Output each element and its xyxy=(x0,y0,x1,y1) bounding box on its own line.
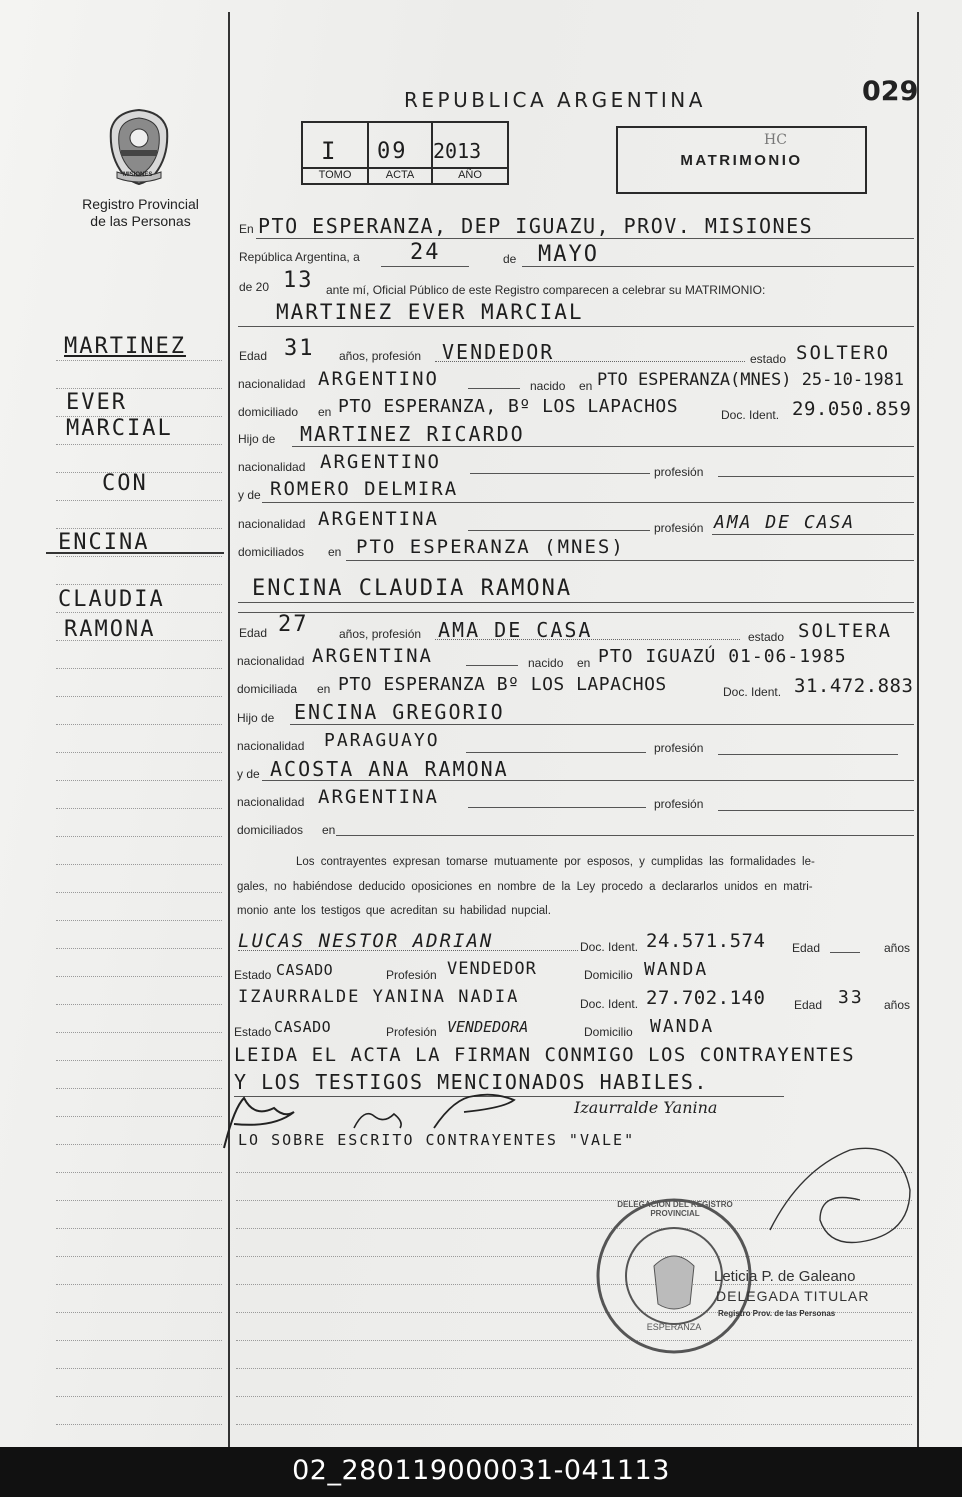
margin-ruled-line xyxy=(56,1284,222,1285)
witness2-edad: 33 xyxy=(838,987,864,1008)
groom-en-label: en xyxy=(579,379,593,393)
margin-ruled-line xyxy=(56,780,222,781)
witness1-edad-label: Edad xyxy=(792,941,821,955)
margin-groom-name2: MARCIAL xyxy=(66,416,173,441)
margin-connector: CON xyxy=(102,471,148,496)
groom-hijo-label: Hijo de xyxy=(238,432,276,446)
margin-ruled-line xyxy=(56,528,222,529)
margin-ruled-line xyxy=(56,892,222,893)
margin-bride-surname: ENCINA xyxy=(58,530,150,555)
record-type-note: HC xyxy=(764,132,787,148)
bride-edad: 27 xyxy=(278,612,309,637)
margin-ruled-line xyxy=(56,1368,222,1369)
margin-ruled-line xyxy=(56,556,222,557)
bride-padre-nac: PARAGUAYO xyxy=(324,730,440,751)
stamp-inner-text: ESPERANZA xyxy=(646,1322,702,1332)
groom-madre-nac: ARGENTINA xyxy=(318,508,439,530)
groom-full-name: MARTINEZ EVER MARCIAL xyxy=(276,300,584,324)
margin-ruled-line xyxy=(56,612,222,613)
republica-label: República Argentina, a xyxy=(239,250,360,264)
groom-doms-en: en xyxy=(328,545,342,559)
margin-ruled-line xyxy=(56,1088,222,1089)
groom-padres-dom: PTO ESPERANZA (MNES) xyxy=(356,536,625,558)
declaration-line1: Los contrayentes expresan tomarse mutuamente por esposos, y cumplidas las formalidades le- xyxy=(296,856,815,868)
month-value: MAYO xyxy=(538,242,599,267)
margin-ruled-line xyxy=(56,1256,222,1257)
groom-doc-label: Doc. Ident. xyxy=(721,408,780,422)
witness2-name: IZAURRALDE YANINA NADIA xyxy=(238,987,520,1007)
groom-padre-nac-label: nacionalidad xyxy=(238,460,306,474)
bride-doc: 31.472.883 xyxy=(794,675,914,697)
seal-text: MISIONES xyxy=(123,172,153,178)
groom-yde-label: y de xyxy=(238,488,261,502)
witness1-prof: VENDEDOR xyxy=(447,959,537,979)
margin-ruled-line xyxy=(56,1032,222,1033)
margin-ruled-line xyxy=(56,1116,222,1117)
witness2-estado-label: Estado xyxy=(234,1025,272,1039)
witness1-estado-label: Estado xyxy=(234,968,272,982)
margin-ruled-line xyxy=(56,444,222,445)
witness2-doc: 27.702.140 xyxy=(646,987,766,1009)
bride-dom-en: en xyxy=(317,682,331,696)
bride-nacido-label: nacido xyxy=(528,656,564,670)
body-ruled-line xyxy=(236,1396,912,1397)
margin-divider-line xyxy=(228,12,230,1447)
margin-ruled-line xyxy=(56,1312,222,1313)
witness2-estado: CASADO xyxy=(274,1018,332,1036)
country-title: REPUBLICA ARGENTINA xyxy=(404,88,706,112)
page-number: 029 xyxy=(862,76,919,107)
groom-profesion: VENDEDOR xyxy=(442,340,555,364)
groom-padre-prof-label: profesión xyxy=(654,465,704,479)
bride-edad-label: Edad xyxy=(239,626,268,640)
bride-dom-label: domiciliada xyxy=(237,682,298,696)
witness2-dom-label: Domicilio xyxy=(584,1025,633,1039)
stamp-ring-text: DELEGACION DEL REGISTRO PROVINCIAL xyxy=(617,1200,733,1218)
witness1-dom-label: Domicilio xyxy=(584,968,633,982)
official-org: Registro Prov. de las Personas xyxy=(718,1309,836,1318)
en-label: En xyxy=(239,222,254,236)
margin-ruled-line xyxy=(56,724,222,725)
groom-dom-en: en xyxy=(318,405,332,419)
de-label: de xyxy=(503,252,517,266)
margin-groom-surname: MARTINEZ xyxy=(64,334,186,359)
margin-ruled-line xyxy=(56,668,222,669)
groom-estado-label: estado xyxy=(750,352,787,366)
margin-ruled-line xyxy=(56,808,222,809)
bride-padre-prof-label: profesión xyxy=(654,741,704,755)
groom-dom-label: domiciliado xyxy=(238,405,299,419)
witness2-dom: WANDA xyxy=(650,1016,715,1037)
witness1-doc: 24.571.574 xyxy=(646,930,766,952)
margin-ruled-line xyxy=(56,752,222,753)
groom-doc: 29.050.859 xyxy=(792,398,912,420)
margin-ruled-line xyxy=(56,360,222,361)
margin-ruled-line xyxy=(56,696,222,697)
groom-doms-label: domiciliados xyxy=(238,545,305,559)
witness1-anos-label: años xyxy=(884,941,911,955)
bride-profesion: AMA DE CASA xyxy=(438,618,593,642)
bride-madre-nac: ARGENTINA xyxy=(318,786,439,808)
bride-yde-label: y de xyxy=(237,767,260,781)
bride-domicilio: PTO ESPERANZA Bº LOS LAPACHOS xyxy=(338,674,667,695)
margin-ruled-line xyxy=(56,500,222,501)
ante-text: ante mí, Oficial Público de este Registro comparecen a celebrar su MATRIMONIO: xyxy=(326,283,766,297)
groom-nacionalidad: ARGENTINO xyxy=(318,368,439,390)
bride-en-label: en xyxy=(577,656,591,670)
place-value: PTO ESPERANZA, DEP IGUAZU, PROV. MISIONES xyxy=(258,214,814,238)
declaration-line3: monio ante los testigos que acreditan su habilidad nupcial. xyxy=(237,905,551,917)
margin-ruled-line xyxy=(56,1228,222,1229)
witness2-doc-label: Doc. Ident. xyxy=(580,997,639,1011)
day-value: 24 xyxy=(410,240,441,265)
margin-ruled-line xyxy=(56,1340,222,1341)
witness1-dom: WANDA xyxy=(644,959,709,980)
bride-madre: ACOSTA ANA RAMONA xyxy=(270,757,509,781)
official-signature xyxy=(760,1130,920,1260)
groom-nacido-label: nacido xyxy=(530,379,566,393)
margin-ruled-line xyxy=(56,1172,222,1173)
document-code-footer: 02_280119000031-041113 xyxy=(0,1447,962,1497)
margin-ruled-line xyxy=(56,864,222,865)
groom-domicilio: PTO ESPERANZA, Bº LOS LAPACHOS xyxy=(338,396,679,417)
margin-ruled-line xyxy=(56,1424,222,1425)
anio-label: AÑO xyxy=(458,169,482,181)
witness1-prof-label: Profesión xyxy=(386,968,437,982)
official-name: Leticia P. de Galeano xyxy=(714,1268,856,1285)
bride-doms-en: en xyxy=(322,823,336,837)
margin-ruled-line xyxy=(56,1200,222,1201)
groom-madre-prof-label: profesión xyxy=(654,521,704,535)
bride-madre-nac-label: nacionalidad xyxy=(237,795,305,809)
bride-padre: ENCINA GREGORIO xyxy=(294,700,505,724)
margin-bride-name2: RAMONA xyxy=(64,617,156,642)
bride-doc-label: Doc. Ident. xyxy=(723,685,782,699)
groom-padre-nac: ARGENTINO xyxy=(320,451,441,473)
closing-line1: LEIDA EL ACTA LA FIRMAN CONMIGO LOS CONTRAYENTES xyxy=(234,1044,856,1066)
bride-estado: SOLTERA xyxy=(798,620,893,642)
record-index-table xyxy=(301,121,509,185)
margin-ruled-line xyxy=(56,948,222,949)
margin-ruled-line xyxy=(56,1396,222,1397)
margin-ruled-line xyxy=(56,920,222,921)
groom-prof-label: años, profesión xyxy=(339,349,422,363)
bride-prof-label: años, profesión xyxy=(339,627,422,641)
witness-signature-text: Izaurralde Yanina xyxy=(574,1098,718,1117)
groom-nac-label: nacionalidad xyxy=(238,377,306,391)
groom-madre-nac-label: nacionalidad xyxy=(238,517,306,531)
tomo-value: I xyxy=(321,137,338,165)
tomo-label: TOMO xyxy=(318,169,352,181)
acta-label: ACTA xyxy=(385,169,415,181)
provincial-seal-logo xyxy=(103,106,175,186)
witness2-prof: VENDEDORA xyxy=(447,1018,529,1036)
margin-groom-name1: EVER xyxy=(66,390,127,415)
witness1-name: LUCAS NESTOR ADRIAN xyxy=(238,930,494,952)
bride-nacido-en: PTO IGUAZÚ 01-06-1985 xyxy=(598,646,847,667)
closing-line2: Y LOS TESTIGOS MENCIONADOS HABILES. xyxy=(234,1070,708,1094)
groom-padre: MARTINEZ RICARDO xyxy=(300,422,525,446)
groom-edad-label: Edad xyxy=(239,349,268,363)
record-type-box xyxy=(616,126,867,194)
bride-hijo-label: Hijo de xyxy=(237,711,275,725)
groom-nacido-en: PTO ESPERANZA(MNES) 25-10-1981 xyxy=(597,370,905,390)
witness2-prof-label: Profesión xyxy=(386,1025,437,1039)
bride-estado-label: estado xyxy=(748,630,785,644)
margin-ruled-line xyxy=(56,836,222,837)
margin-underline xyxy=(46,552,224,554)
margin-ruled-line xyxy=(56,388,222,389)
bride-padre-nac-label: nacionalidad xyxy=(237,739,305,753)
margin-bride-name1: CLAUDIA xyxy=(58,587,165,612)
margin-ruled-line xyxy=(56,1144,222,1145)
bride-nac-label: nacionalidad xyxy=(237,654,305,668)
groom-estado: SOLTERO xyxy=(796,342,891,364)
body-ruled-line xyxy=(236,1424,912,1425)
de20-label: de 20 xyxy=(239,280,270,294)
acta-value: 09 xyxy=(377,139,408,164)
margin-ruled-line xyxy=(56,584,222,585)
groom-madre-prof: AMA DE CASA xyxy=(714,512,856,533)
body-ruled-line xyxy=(236,1340,912,1341)
groom-edad: 31 xyxy=(284,336,315,361)
witness1-estado: CASADO xyxy=(276,961,334,979)
witness2-edad-label: Edad xyxy=(794,998,823,1012)
bride-full-name: ENCINA CLAUDIA RAMONA xyxy=(252,576,573,601)
margin-ruled-line xyxy=(56,976,222,977)
margin-ruled-line xyxy=(56,1060,222,1061)
witness1-doc-label: Doc. Ident. xyxy=(580,940,639,954)
record-type-label: MATRIMONIO xyxy=(680,152,803,169)
declaration-line2: gales, no habiéndose deducido oposiciones en nombre de la Ley procedo a declararlos unidos en matri- xyxy=(237,881,813,893)
anio-value: 2013 xyxy=(433,139,482,163)
official-title: DELEGADA TITULAR xyxy=(716,1288,870,1304)
groom-madre: ROMERO DELMIRA xyxy=(270,478,459,500)
org-name-line2: de las Personas xyxy=(90,213,191,229)
bride-nacionalidad: ARGENTINA xyxy=(312,645,433,667)
witness2-anos-label: años xyxy=(884,998,911,1012)
margin-ruled-line xyxy=(56,1004,222,1005)
bride-doms-label: domiciliados xyxy=(237,823,304,837)
year-suffix-value: 13 xyxy=(283,268,314,293)
body-ruled-line xyxy=(236,1368,912,1369)
org-name-line1: Registro Provincial xyxy=(82,196,199,212)
bride-madre-prof-label: profesión xyxy=(654,797,704,811)
closing-line3: LO SOBRE ESCRITO CONTRAYENTES "VALE" xyxy=(238,1131,636,1149)
